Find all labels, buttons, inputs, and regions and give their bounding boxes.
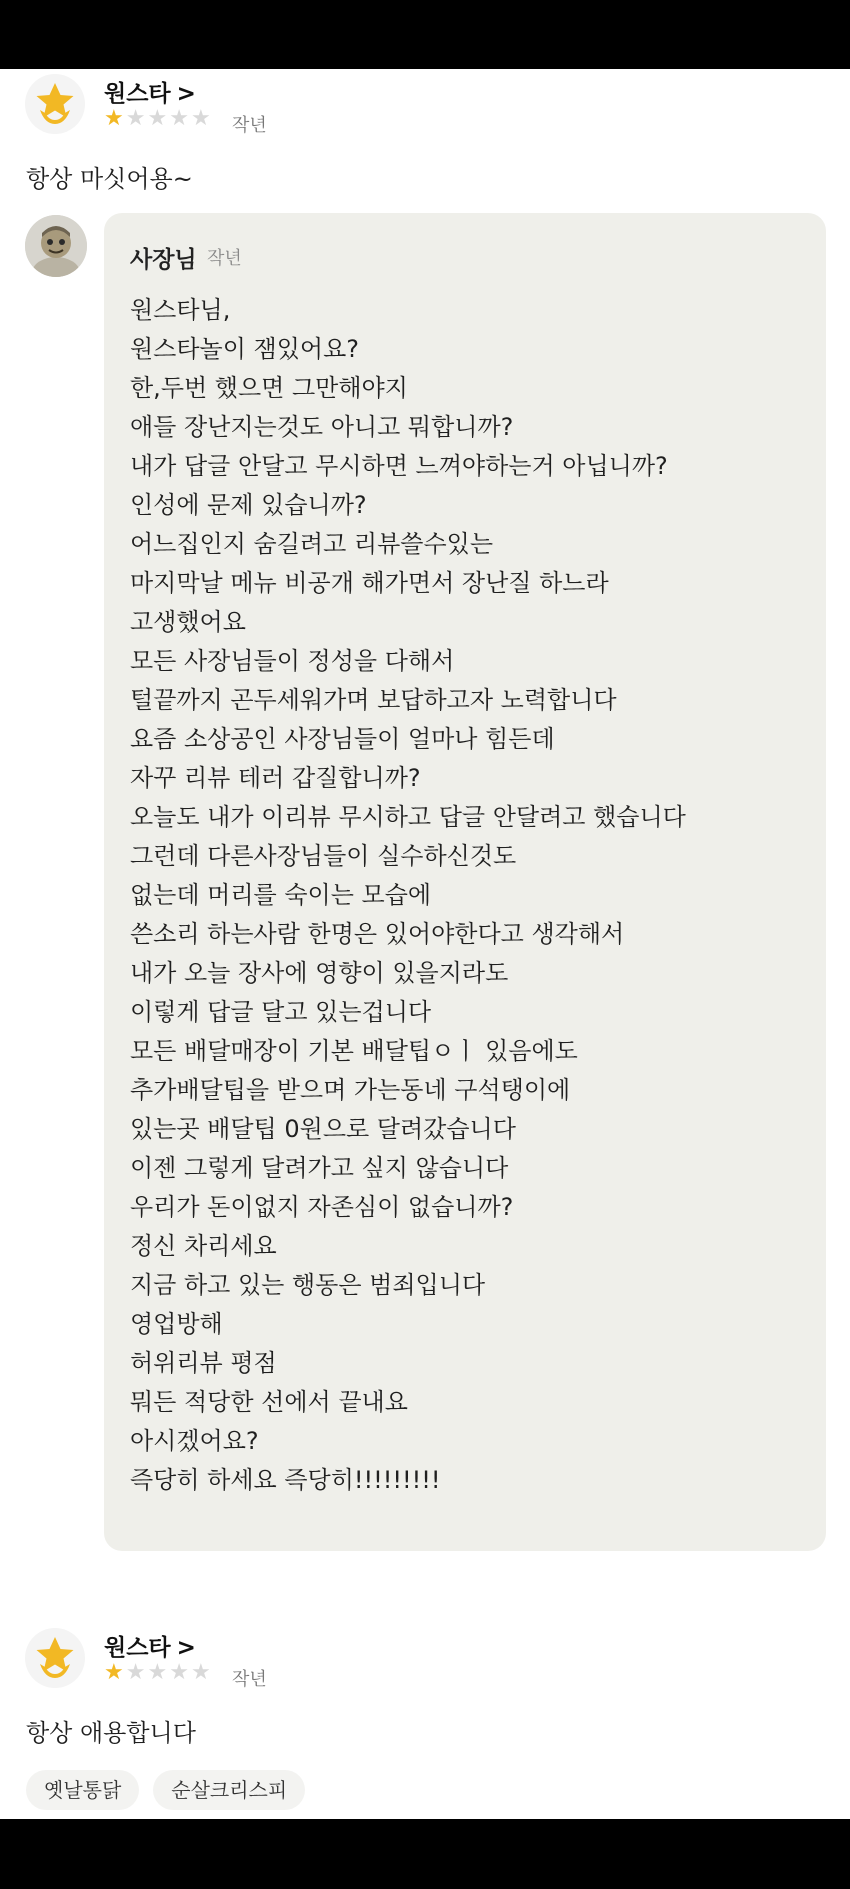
star-empty-icon: ★	[147, 106, 168, 131]
reply-line: 내가 답글 안달고 무시하면 느껴야하는거 아닙니까?	[130, 452, 668, 480]
reply-line: 고생했어요	[130, 608, 246, 636]
reply-line: 모든 배달매장이 기본 배달팁ㅇㅣ 있음에도	[130, 1037, 578, 1065]
review-date: 작년	[232, 1669, 267, 1690]
reply-text	[130, 291, 686, 1500]
reply-line: 아시겠어요?	[130, 1427, 259, 1455]
reply-line: 지금 하고 있는 행동은 범죄입니다	[130, 1271, 486, 1299]
reply-line: 원스타놀이 잼있어요?	[130, 335, 360, 363]
star-empty-icon: ★	[125, 106, 146, 131]
star-avatar-icon[interactable]	[25, 1628, 85, 1688]
star-empty-icon: ★	[147, 1660, 168, 1685]
star-empty-icon: ★	[125, 1660, 146, 1685]
owner-avatar	[25, 215, 87, 277]
reply-line: 추가배달팁을 받으며 가는동네 구석탱이에	[130, 1076, 571, 1104]
reply-line: 인성에 문제 있습니까?	[130, 491, 367, 519]
reply-line: 모든 사장님들이 정성을 다해서	[130, 647, 455, 675]
reply-line: 내가 오늘 장사에 영향이 있을지라도	[130, 959, 509, 987]
chevron-right-icon: >	[176, 81, 196, 107]
reply-line: 우리가 돈이없지 자존심이 없습니까?	[130, 1193, 514, 1221]
status-bar-area	[0, 0, 850, 69]
reply-line: 원스타님,	[130, 296, 231, 324]
star-empty-icon: ★	[169, 106, 189, 131]
rating-stars	[104, 107, 211, 131]
star-empty-icon: ★	[169, 1660, 189, 1685]
reply-line: 허위리뷰 평점	[130, 1349, 277, 1377]
star-avatar-icon[interactable]	[25, 74, 85, 134]
reply-line: 요즘 소상공인 사장님들이 얼마나 힘든데	[130, 725, 555, 753]
reply-line: 이렇게 답글 달고 있는겁니다	[130, 998, 432, 1026]
review-list	[0, 69, 850, 1819]
menu-tag[interactable]: 순살크리스피	[153, 1770, 305, 1810]
reply-line: 정신 차리세요	[130, 1232, 277, 1260]
reviewer-name-link[interactable]	[104, 1629, 196, 1662]
reply-line: 털끝까지 곤두세워가며 보답하고자 노력합니다	[130, 686, 617, 714]
navigation-bar-area	[0, 1819, 850, 1889]
star-empty-icon: ★	[190, 1660, 211, 1685]
review-text: 항상 마싯어용~	[26, 165, 193, 193]
reply-line: 오늘도 내가 이리뷰 무시하고 답글 안달려고 했습니다	[130, 803, 686, 831]
reply-date: 작년	[207, 248, 242, 269]
reply-line: 있는곳 배달팁 0원으로 달려갔습니다	[130, 1115, 516, 1143]
reply-line: 자꾸 리뷰 테러 갑질합니까?	[130, 764, 421, 792]
menu-tag[interactable]: 옛날통닭	[26, 1770, 139, 1810]
reply-line: 마지막날 메뉴 비공개 해가면서 장난질 하느라	[130, 569, 609, 597]
reply-line: 한,두번 했으면 그만해야지	[130, 374, 408, 402]
chevron-right-icon: >	[176, 1635, 196, 1661]
reviewer-name-link[interactable]	[104, 75, 196, 108]
reply-line: 그런데 다른사장님들이 실수하신것도	[130, 842, 517, 870]
owner-name: 사장님	[130, 247, 197, 273]
reviewer-name: 원스타	[104, 1635, 171, 1661]
reply-line: 즉당히 하세요 즉당히!!!!!!!!!	[130, 1466, 441, 1494]
reply-line: 애들 장난지는것도 아니고 뭐합니까?	[130, 413, 514, 441]
star-empty-icon: ★	[190, 106, 211, 131]
review-text: 항상 애용합니다	[26, 1719, 196, 1747]
reply-line: 쓴소리 하는사람 한명은 있어야한다고 생각해서	[130, 920, 625, 948]
reply-line: 없는데 머리를 숙이는 모습에	[130, 881, 432, 909]
review-date: 작년	[232, 115, 267, 136]
reply-line: 영업방해	[130, 1310, 223, 1338]
menu-tags	[26, 1770, 305, 1810]
reply-line: 어느집인지 숨길려고 리뷰쓸수있는	[130, 530, 494, 558]
owner-reply	[104, 213, 826, 1551]
reviewer-name: 원스타	[104, 81, 171, 107]
reply-line: 이젠 그렇게 달려가고 싶지 않습니다	[130, 1154, 509, 1182]
reply-line: 뭐든 적당한 선에서 끝내요	[130, 1388, 408, 1416]
rating-stars	[104, 1661, 211, 1685]
star-filled-icon: ★	[104, 1660, 124, 1685]
star-filled-icon: ★	[104, 106, 124, 131]
